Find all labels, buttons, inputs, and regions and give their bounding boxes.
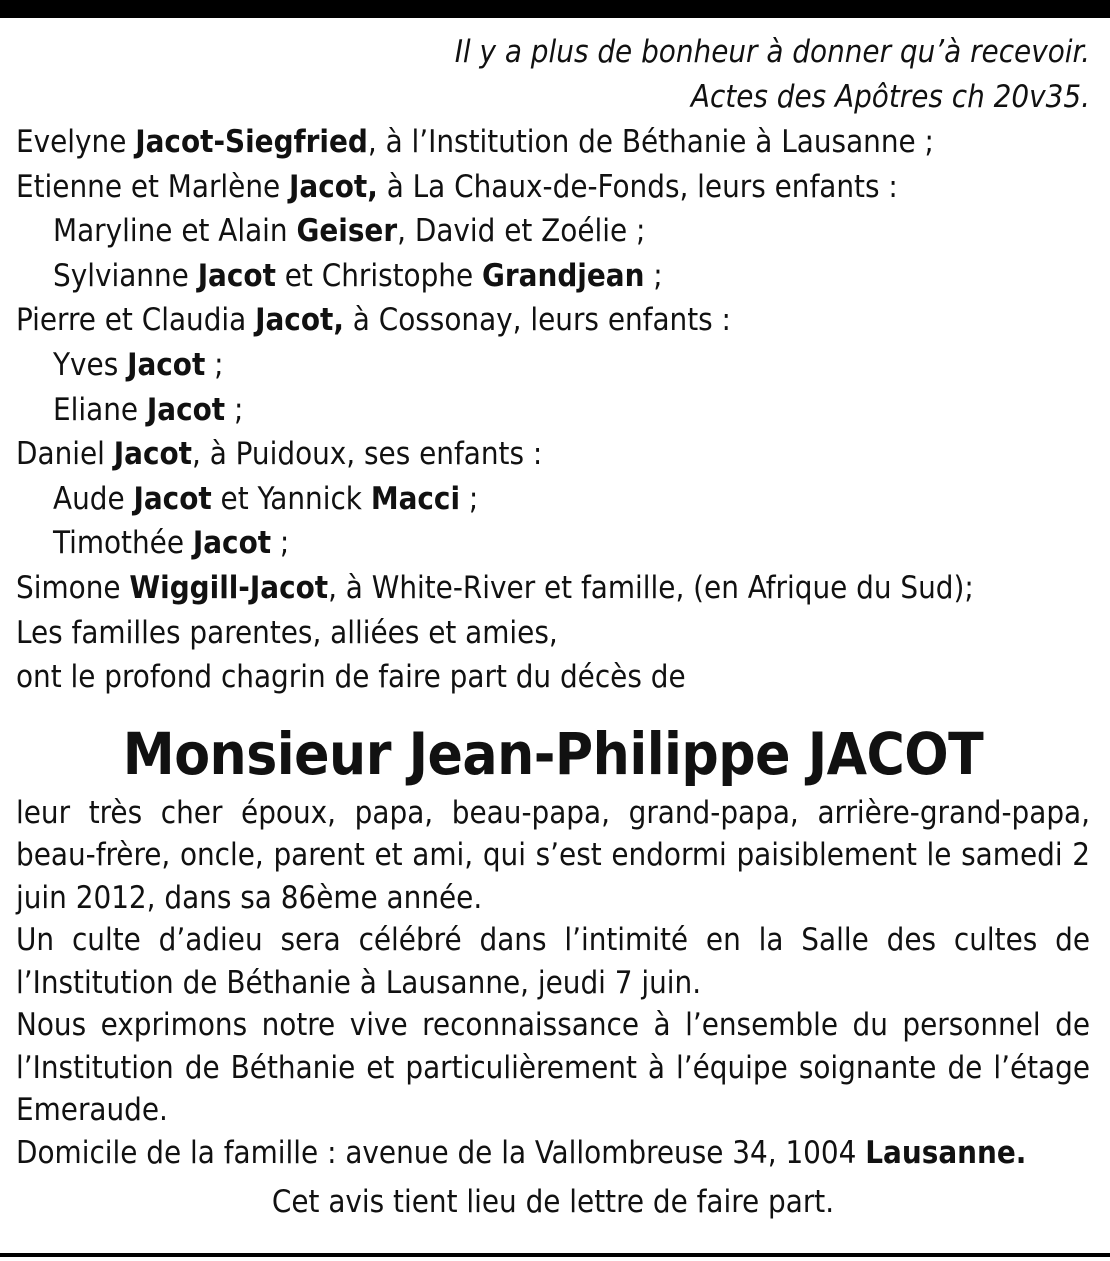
family-text: Simone <box>16 569 130 606</box>
family-text: et Christophe <box>275 257 483 294</box>
family-line <box>16 298 1090 343</box>
bottom-rule <box>0 1253 1110 1257</box>
address-city: Lausanne. <box>865 1134 1027 1171</box>
family-line <box>16 432 1090 477</box>
family-text: Les familles parentes, alliées et amies, <box>16 614 558 651</box>
family-text: Timothée <box>53 525 193 562</box>
family-surname: Grandjean <box>482 257 645 294</box>
epigraph <box>16 30 1090 120</box>
family-text: Pierre et Claudia <box>16 302 256 339</box>
family-text: Eliane <box>53 391 147 428</box>
family-text: , à l’Institution de Béthanie à Lausanne ; <box>367 124 934 160</box>
family-line <box>16 611 1090 656</box>
epigraph-reference: Actes des Apôtres ch 20v35. <box>690 79 1090 115</box>
family-surname: Jacot, <box>255 302 344 339</box>
family-text: , à Puidoux, ses enfants : <box>192 436 543 473</box>
family-text: Etienne et Marlène <box>16 168 290 205</box>
family-surname: Jacot <box>192 525 272 562</box>
family-text: ; <box>271 525 290 562</box>
address-text: Domicile de la famille : avenue de la Vallombreuse 34, 1004 <box>16 1134 866 1171</box>
family-text: à Cossonay, leurs enfants : <box>343 302 731 339</box>
family-line <box>16 566 1090 611</box>
paragraph-service: Un culte d’adieu sera célébré dans l’intimité en la Salle des cultes de l’Institution de Béthanie à Lausanne, jeudi 7 juin. <box>16 922 1090 1001</box>
family-text: ; <box>205 346 224 383</box>
family-address <box>16 1132 1090 1175</box>
family-surname: Jacot <box>127 346 206 383</box>
family-text: , à White-River et famille, (en Afrique du Sud); <box>328 569 974 606</box>
family-line <box>16 343 1090 388</box>
family-text: Daniel <box>16 436 114 473</box>
family-line <box>16 655 1090 700</box>
family-surname: Jacot <box>113 436 192 473</box>
family-line <box>16 254 1090 299</box>
paragraph-tribute: leur très cher époux, papa, beau-papa, grand-papa, arrière-grand-papa, beau-frère, oncle, parent et ami, qui s’est endormi paisiblement le samedi 2 juin 2012, dans sa 86ème année. <box>16 794 1090 916</box>
family-text: ; <box>225 391 244 428</box>
family-surname: Jacot <box>146 391 226 428</box>
family-surname: Jacot-Siegfried <box>135 124 368 160</box>
family-surname: Jacot <box>197 257 276 294</box>
family-text: Evelyne <box>16 124 136 160</box>
family-text: ont le profond chagrin de faire part du décès de <box>16 659 686 696</box>
family-surname: Wiggill-Jacot <box>129 569 329 606</box>
family-text: ; <box>460 480 479 517</box>
family-surname: Macci <box>370 480 460 517</box>
family-surname: Jacot <box>133 480 212 517</box>
family-text: Aude <box>53 480 134 517</box>
family-line <box>16 209 1090 254</box>
family-surname: Jacot, <box>289 168 378 205</box>
paragraph-thanks: Nous exprimons notre vive reconnaissance à l’ensemble du personnel de l’Institution de Béthanie et particulièrement à l’équipe soignante de l’étage Emeraude. <box>16 1007 1090 1129</box>
family-text: à La Chaux-de-Fonds, leurs enfants : <box>377 168 898 205</box>
family-text: Sylvianne <box>53 257 198 294</box>
family-text: ; <box>644 257 663 294</box>
family-text: , David et Zoélie ; <box>397 213 646 250</box>
family-surname: Geiser <box>296 213 398 250</box>
family-text: Maryline et Alain <box>53 213 297 250</box>
family-line <box>16 388 1090 433</box>
family-line <box>16 120 1090 165</box>
closing-note: Cet avis tient lieu de lettre de faire part. <box>271 1184 835 1221</box>
family-list <box>16 120 1090 700</box>
epigraph-quote: Il y a plus de bonheur à donner qu’à recevoir. <box>454 34 1090 70</box>
family-line <box>16 521 1090 566</box>
top-rule <box>0 0 1110 18</box>
family-line <box>16 477 1090 522</box>
obituary-notice <box>16 30 1090 1224</box>
family-text: et Yannick <box>211 480 371 517</box>
family-text: Yves <box>53 346 128 383</box>
family-line <box>16 165 1090 210</box>
deceased-name: Monsieur Jean-Philippe JACOT <box>122 719 984 788</box>
